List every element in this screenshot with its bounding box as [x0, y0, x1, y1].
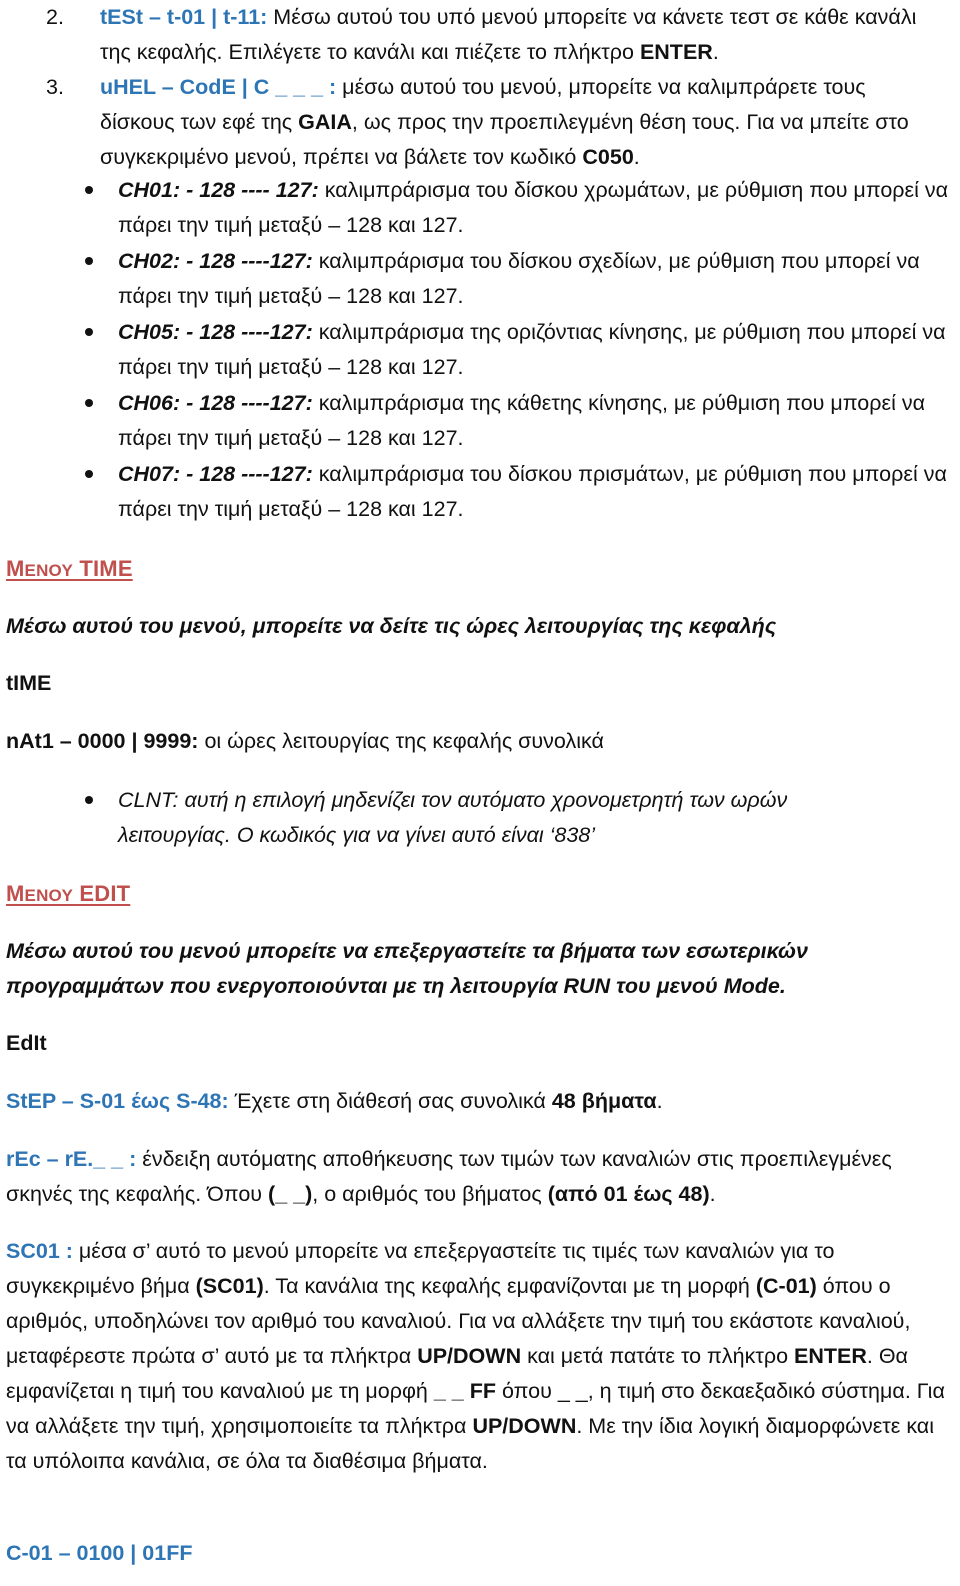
- time-intro: Μέσω αυτού του μενού, μπορείτε να δείτε τις ώρες λειτουργίας της κεφαλής: [6, 614, 777, 638]
- bullet-dot: [85, 186, 93, 194]
- bullet-dot: [85, 796, 93, 804]
- channel-item: CH07: - 128 ----127: καλιμπράρισμα του δίσκου πρισμάτων, με ρύθμιση που μπορεί να πάρει την τιμή μεταξύ – 128 και 127.: [118, 462, 947, 521]
- test-code: tESt – t-01 | t-11:: [100, 5, 268, 29]
- channel-item: CH06: - 128 ----127: καλιμπράρισμα της κάθετης κίνησης, με ρύθμιση που μπορεί να πάρει την τιμή μεταξύ – 128 και 127.: [118, 391, 926, 450]
- edit-intro: Μέσω αυτού του μενού μπορείτε να επεξεργαστείτε τα βήματα των εσωτερικών προγραμμάτων που ενεργοποιούνται με τη λειτουργία RUN του μενού Mode.: [6, 939, 808, 998]
- sc01-paragraph: SC01 : μέσα σ’ αυτό το μενού μπορείτε να επεξεργαστείτε τις τιμές των καναλιών για το συγκεκριμένο βήμα (SC01). Τα κανάλια της κεφαλής εμφανίζονται με τη μορφή (C-01) όπου ο αριθμός, υποδηλώνει τον αριθμό του καναλιού. Για να αλλάξετε την τιμή του εκάστοτε καναλιού, μεταφέρεστε πρώτα σ’ αυτό με τα πλήκτρα UP/DOWN και μετά πατάτε το πλήκτρο ENTER. Θα εμφανίζεται η τιμή του καναλιού με τη μορφή _ _ FF όπου _ _, η τιμή στο δεκαεξαδικό σύστημα. Για να αλλάξετε την τιμή, χρησιμοποιείτε τα πλήκτρα UP/DOWN. Με την ίδια λογική διαμορφώνετε και τα υπόλοιπα κανάλια, σε όλα τα διαθέσιμα βήματα.: [6, 1239, 945, 1473]
- uhel-code: uHEL – CodE | C _ _ _ :: [100, 75, 337, 99]
- list-item-uhel: uHEL – CodE | C _ _ _ : μέσω αυτού του μενού, μπορείτε να καλιμπράρετε τους δίσκους των εφέ της GAIA, ως προς την προεπιλεγμένη θέση τους. Για να μπείτε στο συγκεκριμένο μενού, πρέπει να βάλετε τον κωδικό C050.: [100, 75, 909, 169]
- section-heading-time: MΕΝΟΥ TIME: [6, 556, 133, 581]
- list-item-test: tESt – t-01 | t-11: Μέσω αυτού του υπό μενού μπορείτε να κάνετε τεστ σε κάθε κανάλι της κεφαλής. Επιλέγετε το κανάλι και πιέζετε το πλήκτρο ENTER.: [100, 5, 917, 64]
- channel-item: CH02: - 128 ----127: καλιμπράρισμα του δίσκου σχεδίων, με ρύθμιση που μπορεί να πάρει την τιμή μεταξύ – 128 και 127.: [118, 249, 920, 308]
- step-line: StEP – S-01 έως S-48: Έχετε στη διάθεσή σας συνολικά 48 βήματα.: [6, 1089, 663, 1113]
- c01-line: C-01 – 0100 | 01FF: [6, 1541, 193, 1565]
- time-label: tIME: [6, 671, 52, 695]
- edit-label: EdIt: [6, 1031, 47, 1055]
- rec-paragraph: rEc – rE._ _ : ένδειξη αυτόματης αποθήκευσης των τιμών των καναλιών στις προεπιλεγμένες σκηνές της κεφαλής. Όπου (_ _), ο αριθμός του βήματος (από 01 έως 48).: [6, 1147, 892, 1206]
- list-number-2: 2.: [46, 5, 64, 29]
- section-heading-edit: MΕΝΟΥ EDIT: [6, 881, 131, 906]
- clnt-item: CLNT: αυτή η επιλογή μηδενίζει τον αυτόματο χρονομετρητή των ωρών λειτουργίας. Ο κωδικός για να γίνει αυτό είναι ‘838’: [118, 788, 788, 847]
- bullet-dot: [85, 470, 93, 478]
- channel-item: CH01: - 128 ---- 127: καλιμπράρισμα του δίσκου χρωμάτων, με ρύθμιση που μπορεί να πάρει την τιμή μεταξύ – 128 και 127.: [118, 178, 949, 237]
- bullet-dot: [85, 257, 93, 265]
- bullet-dot: [85, 399, 93, 407]
- nat-line: nAt1 – 0000 | 9999: οι ώρες λειτουργίας της κεφαλής συνολικά: [6, 729, 604, 753]
- bullet-dot: [85, 328, 93, 336]
- list-number-3: 3.: [46, 75, 64, 99]
- channel-item: CH05: - 128 ----127: καλιμπράρισμα της οριζόντιας κίνησης, με ρύθμιση που μπορεί να πάρει την τιμή μεταξύ – 128 και 127.: [118, 320, 946, 379]
